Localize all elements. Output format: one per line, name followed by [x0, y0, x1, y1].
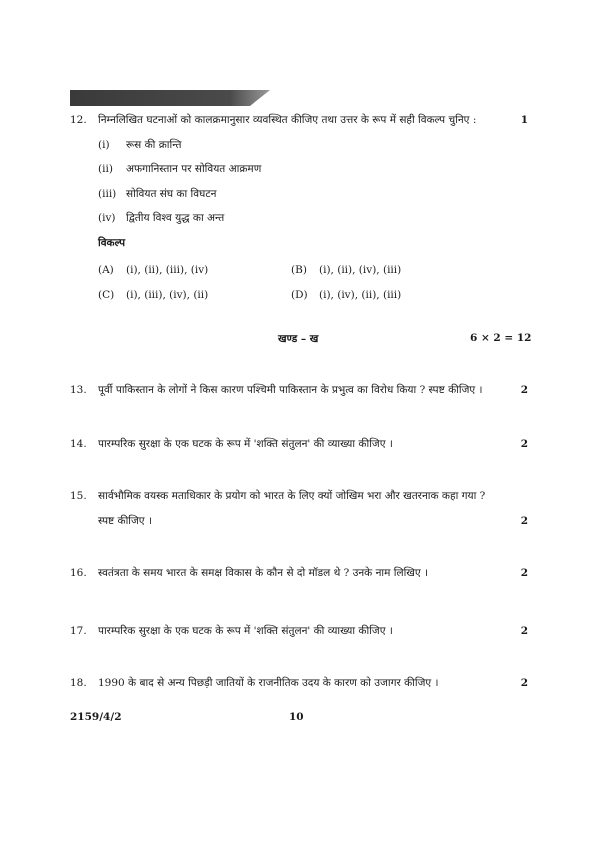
section-title: खण्ड – ख [278, 333, 319, 345]
option-label: (D) [291, 289, 308, 301]
paper-code: 2159/4/2 [70, 711, 122, 723]
event-label: (ii) [98, 163, 113, 175]
event-text: द्वितीय विश्व युद्ध का अन्त [126, 212, 225, 224]
header-decorative-bar [70, 90, 270, 106]
option-c [98, 288, 208, 302]
question-number: 14. [70, 438, 87, 450]
question-marks: 2 [520, 384, 528, 396]
option-label: (B) [291, 264, 307, 276]
question-number: 18. [70, 677, 87, 689]
question-marks: 2 [520, 515, 528, 527]
question-text: पारम्परिक सुरक्षा के एक घटक के रूप में 'शक्ति संतुलन' की व्याख्या कीजिए । [98, 438, 393, 450]
event-item [98, 211, 224, 225]
question-number: 15. [70, 490, 87, 502]
option-text: (i), (ii), (iv), (iii) [319, 264, 402, 276]
question-number: 13. [70, 384, 87, 396]
question-text-continued: स्पष्ट कीजिए । [98, 515, 152, 527]
event-text: सोवियत संघ का विघटन [126, 188, 217, 200]
event-text: रूस की क्रान्ति [126, 139, 182, 151]
question-text: सार्वभौमिक वयस्क मताधिकार के प्रयोग को भारत के लिए क्यों जोखिम भरा और खतरनाक कहा गया ? [98, 490, 486, 502]
question-marks: 1 [520, 114, 528, 126]
question-marks: 2 [520, 438, 528, 450]
event-label: (iv) [98, 212, 116, 224]
event-item [98, 138, 181, 152]
option-d [291, 288, 401, 302]
event-item [98, 162, 261, 176]
option-text: (i), (iii), (iv), (ii) [126, 289, 209, 301]
option-text: (i), (iv), (ii), (iii) [319, 289, 402, 301]
question-text: निम्नलिखित घटनाओं को कालक्रमानुसार व्यवस्थित कीजिए तथा उत्तर के रूप में सही विकल्प चुनिए : [98, 114, 477, 126]
option-label: (A) [98, 264, 114, 276]
options-heading: विकल्प [98, 237, 126, 249]
option-b [291, 263, 401, 277]
option-a [98, 263, 208, 277]
event-label: (iii) [98, 188, 117, 200]
question-number: 12. [70, 114, 87, 126]
question-text: स्वतंत्रता के समय भारत के समक्ष विकास के कौन से दो मॉडल थे ? उनके नाम लिखिए । [98, 567, 429, 579]
question-text: पारम्परिक सुरक्षा के एक घटक के रूप में 'शक्ति संतुलन' की व्याख्या कीजिए । [98, 625, 393, 637]
event-text: अफगानिस्तान पर सोवियत आक्रमण [126, 163, 262, 175]
section-marks: 6 × 2 = 12 [470, 332, 532, 344]
option-label: (C) [98, 289, 115, 301]
question-marks: 2 [520, 625, 528, 637]
question-number: 17. [70, 625, 87, 637]
question-text: 1990 के बाद से अन्य पिछड़ी जातियों के राजनीतिक उदय के कारण को उजागर कीजिए । [98, 677, 439, 689]
event-item [98, 187, 216, 201]
option-text: (i), (ii), (iii), (iv) [126, 264, 209, 276]
question-marks: 2 [520, 567, 528, 579]
page-number: 10 [289, 711, 304, 723]
question-marks: 2 [520, 677, 528, 689]
question-text: पूर्वी पाकिस्तान के लोगों ने किस कारण पश्चिमी पाकिस्तान के प्रभुत्व का विरोध किया ? स्पष्ट कीजिए । [98, 384, 483, 396]
question-number: 16. [70, 567, 87, 579]
event-label: (i) [98, 139, 110, 151]
